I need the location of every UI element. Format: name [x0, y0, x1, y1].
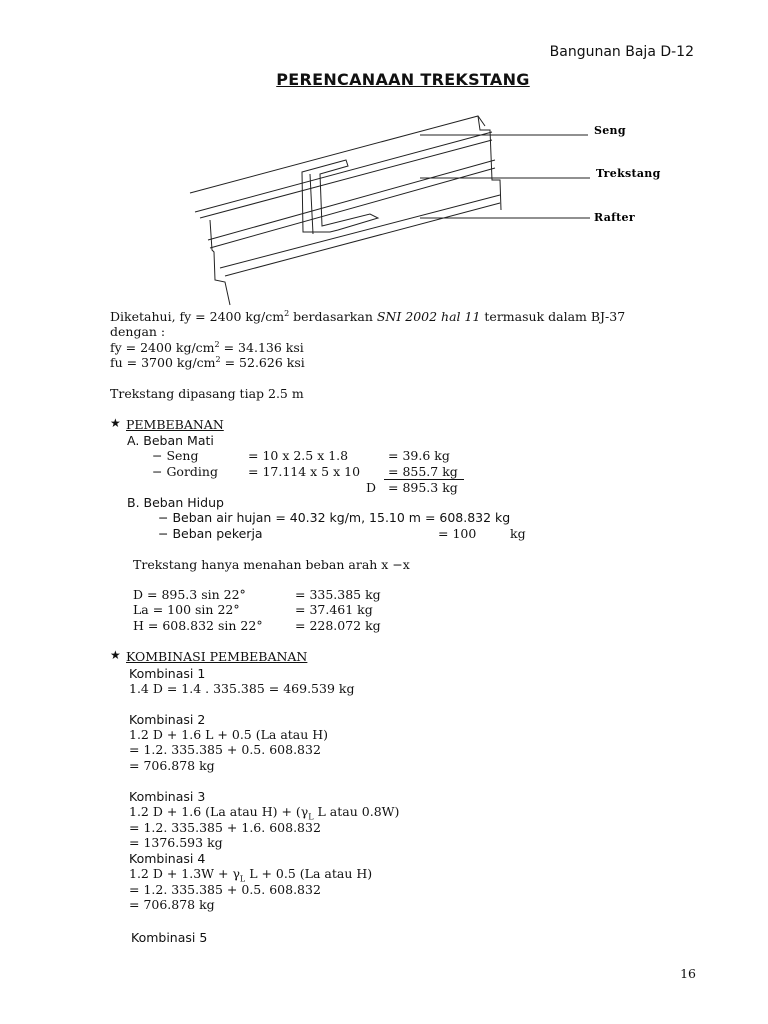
purlin-line-top [208, 160, 495, 240]
dead-load-total: = 895.3 kg [388, 480, 458, 495]
kombinasi-2-substitution: = 1.2. 335.385 + 0.5. 608.832 [129, 742, 321, 757]
kombinasi-4-formula-b: L + 0.5 (La atau H) [245, 866, 373, 881]
worker-load-value: = 100 [438, 526, 477, 541]
purlin-line-bottom [210, 168, 495, 248]
fy-line [110, 340, 304, 355]
gamma-subscript: L [308, 812, 314, 822]
kombinasi-3-formula-b: L atau 0.8W) [313, 804, 400, 819]
rafter-line-bottom [225, 203, 500, 276]
given-fy-unit-exp: 2 [284, 308, 290, 318]
left-break-edge [210, 220, 230, 305]
kombinasi-4-substitution: = 1.2. 335.385 + 0.5. 608.832 [129, 882, 321, 897]
fy-ksi: = 34.136 ksi [219, 340, 304, 355]
fu-line [110, 355, 305, 370]
seng-load-value: = 39.6 kg [388, 448, 450, 463]
given-class-text: termasuk dalam BJ-37 [480, 309, 626, 324]
gording-load-name: − Gording [152, 464, 218, 479]
beban-hidup-label: B. Beban Hidup [127, 495, 224, 510]
given-line-2: dengan : [110, 324, 166, 339]
kombinasi-4-formula [129, 866, 373, 884]
component-row-rhs: = 228.072 kg [295, 618, 381, 633]
fy-text: fy = 2400 kg/cm [110, 340, 215, 355]
fu-ksi: = 52.626 ksi [220, 355, 305, 370]
rafter-label: Rafter [594, 211, 635, 224]
seng-load-name: − Seng [152, 448, 199, 463]
dead-load-label: D [366, 480, 377, 495]
kombinasi-5-title: Kombinasi 5 [131, 930, 208, 945]
gamma-subscript: L [239, 874, 246, 884]
worker-load-unit: kg [510, 526, 526, 541]
trekstang-diagram [170, 100, 670, 310]
rain-load-line: − Beban air hujan = 40.32 kg/m, 15.10 m = 608.832 kg [158, 510, 511, 525]
kombinasi-3-title: Kombinasi 3 [129, 789, 206, 804]
kombinasi-4-result: = 706.878 kg [129, 897, 215, 912]
kombinasi-3-formula [129, 804, 400, 822]
kombinasi-2-result: = 706.878 kg [129, 758, 215, 773]
trekstang-label: Trekstang [596, 167, 661, 180]
star-bullet-icon: ★ [110, 648, 121, 662]
component-row-lhs: La = 100 sin 22° [133, 602, 240, 617]
kombinasi-2-formula: 1.2 D + 1.6 L + 0.5 (La atau H) [129, 727, 329, 742]
given-line-1 [110, 309, 625, 324]
kombinasi-3-result: = 1376.593 kg [129, 835, 223, 850]
given-basis-text: berdasarkan [289, 309, 377, 324]
fy-exp: 2 [214, 339, 220, 349]
seng-line-top [195, 132, 492, 212]
kombinasi-1-line: 1.4 D = 1.4 . 335.385 = 469.539 kg [129, 681, 355, 696]
seng-label: Seng [594, 124, 626, 137]
document-reference: Bangunan Baja D-12 [549, 44, 694, 60]
kombinasi-2-title: Kombinasi 2 [129, 712, 206, 727]
kombinasi-heading: KOMBINASI PEMBEBANAN [126, 649, 308, 664]
component-row-rhs: = 335.385 kg [295, 587, 381, 602]
trekstang-spacing: Trekstang dipasang tiap 2.5 m [110, 386, 304, 401]
kombinasi-3-substitution: = 1.2. 335.385 + 1.6. 608.832 [129, 820, 321, 835]
given-fy-text: Diketahui, fy = 2400 kg/cm [110, 309, 285, 324]
pembebanan-heading: PEMBEBANAN [126, 417, 224, 432]
beban-mati-label: A. Beban Mati [127, 433, 214, 448]
page-title: PERENCANAAN TREKSTANG [276, 70, 530, 89]
seng-load-expr: = 10 x 2.5 x 1.8 [248, 448, 349, 463]
kombinasi-1-title: Kombinasi 1 [129, 666, 206, 681]
direction-note: Trekstang hanya menahan beban arah x −x [133, 557, 410, 572]
fu-text: fu = 3700 kg/cm [110, 355, 216, 370]
gording-web [310, 174, 313, 234]
page-number: 16 [680, 966, 696, 981]
worker-load-name: − Beban pekerja [158, 526, 263, 541]
component-row-lhs: D = 895.3 sin 22° [133, 587, 246, 602]
star-bullet-icon: ★ [110, 416, 121, 430]
fu-exp: 2 [215, 354, 221, 364]
component-row-lhs: H = 608.832 sin 22° [133, 618, 263, 633]
kombinasi-3-formula-a: 1.2 D + 1.6 (La atau H) + (γ [129, 804, 309, 819]
component-row-rhs: = 37.461 kg [295, 602, 373, 617]
gording-load-expr: = 17.114 x 5 x 10 [248, 464, 361, 479]
gording-load-value: = 855.7 kg [388, 464, 458, 479]
standard-reference: SNI 2002 hal 11 [376, 309, 481, 324]
kombinasi-4-title: Kombinasi 4 [129, 851, 206, 866]
kombinasi-4-formula-a: 1.2 D + 1.3W + γ [129, 866, 240, 881]
